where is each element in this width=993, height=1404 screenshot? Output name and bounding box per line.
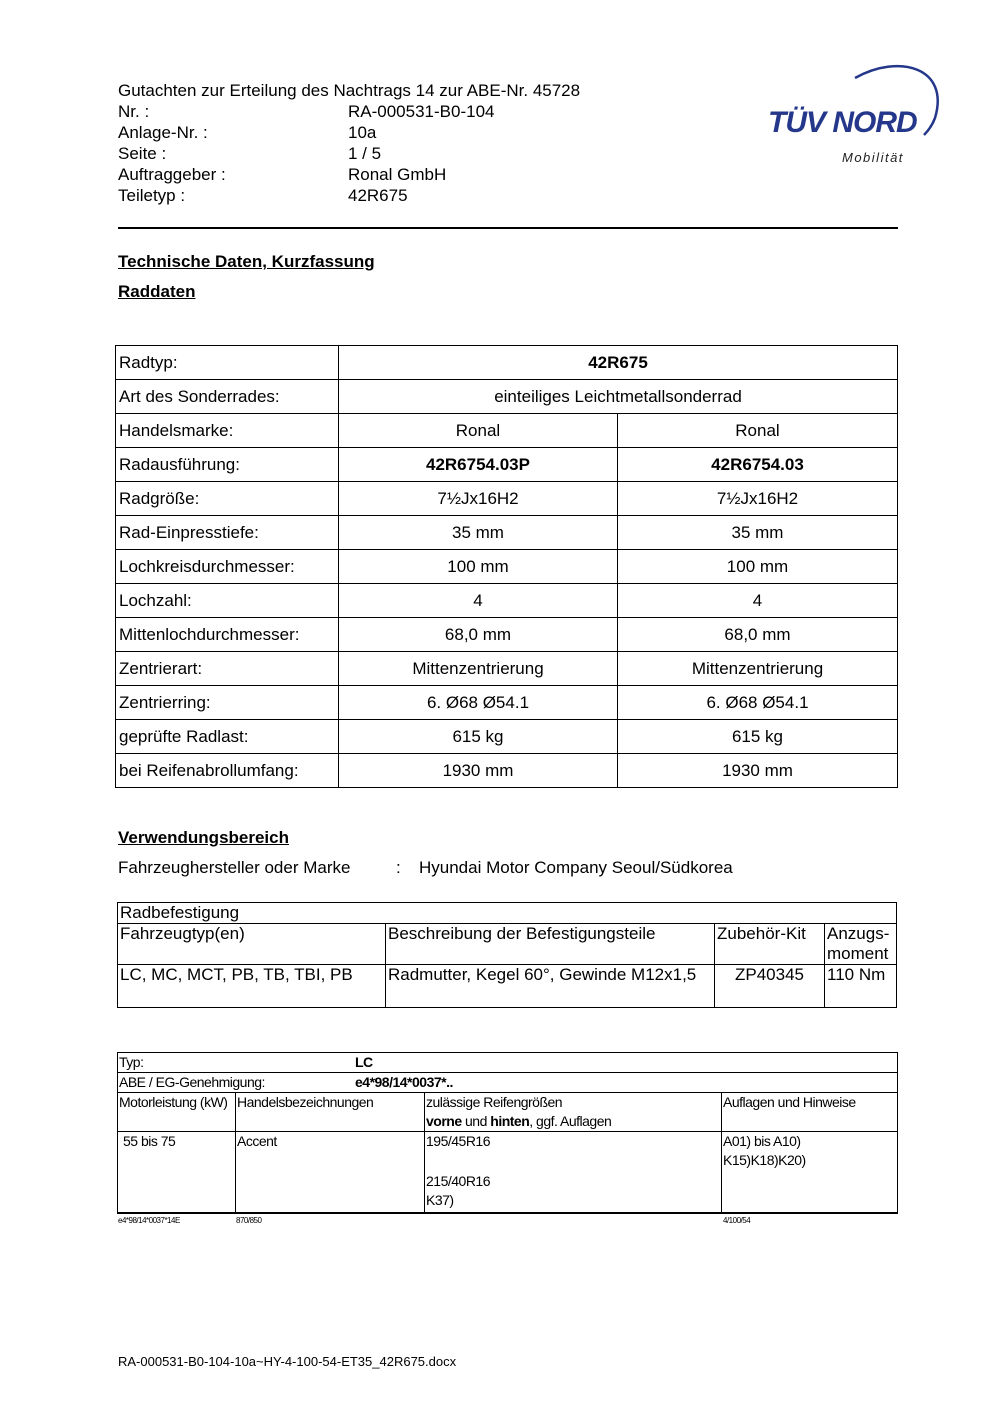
table-row — [116, 380, 898, 414]
table-cell: ZP40345 — [715, 965, 825, 1008]
vehicle-type-table — [117, 1052, 898, 1214]
cell-value: 35 mm — [339, 516, 618, 550]
cell-label: geprüfte Radlast: — [116, 720, 339, 754]
mounting-table — [117, 902, 897, 1008]
abe-value: e4*98/14*0037*.. — [355, 1074, 453, 1090]
cell-value: 68,0 mm — [339, 618, 618, 652]
cell-value: 1930 mm — [339, 754, 618, 788]
cell-label: Rad-Einpresstiefe: — [116, 516, 339, 550]
header-label: Seite : — [118, 144, 167, 163]
document-filename: RA-000531-B0-104-10a~HY-4-100-54-ET35_42R675.docx — [118, 1354, 457, 1369]
tire-size: 215/40R16 — [426, 1173, 491, 1189]
table-row — [116, 584, 898, 618]
header-value: 42R675 — [348, 186, 408, 205]
table-cell: 110 Nm — [825, 965, 897, 1008]
cell-value: 6. Ø68 Ø54.1 — [618, 686, 898, 720]
cell-label: Lochzahl: — [116, 584, 339, 618]
column-header: Handelsbezeichnungen — [236, 1093, 425, 1132]
usage-label: Fahrzeughersteller oder Marke — [118, 858, 351, 877]
cell-value: Ronal — [618, 414, 898, 448]
front-label: vorne — [426, 1113, 462, 1129]
cell-label: Radausführung: — [116, 448, 339, 482]
table-row — [118, 1053, 898, 1073]
table-cell: Radmutter, Kegel 60°, Gewinde M12x1,5 — [386, 965, 715, 1008]
logo-subtitle: Mobilität — [842, 150, 904, 165]
table-row — [116, 652, 898, 686]
cell-value: 4 — [339, 584, 618, 618]
logo-name: TÜV NORD — [768, 106, 917, 139]
column-header: Zubehör-Kit — [715, 924, 825, 965]
table-footnote: 4/100/54 — [723, 1216, 751, 1225]
tire-size: 195/45R16 — [426, 1133, 491, 1149]
mounting-title: Radbefestigung — [118, 903, 897, 924]
cell-label: Lochkreisdurchmesser: — [116, 550, 339, 584]
cell-value: 7½Jx16H2 — [339, 482, 618, 516]
header-value: RA-000531-B0-104 — [348, 102, 495, 121]
abe-label: ABE / EG-Genehmigung: — [119, 1074, 265, 1090]
tire-condition: K37) — [426, 1192, 454, 1208]
cell-value: einteiliges Leichtmetallsonderrad — [339, 380, 898, 414]
header-label: Auftraggeber : — [118, 165, 226, 184]
table-footnote: 870/850 — [236, 1216, 262, 1225]
conditions-label: , ggf. Auflagen — [529, 1113, 612, 1129]
table-row — [116, 618, 898, 652]
cell-value: Mittenzentrierung — [618, 652, 898, 686]
table-row — [116, 720, 898, 754]
cell-value: 42R675 — [339, 346, 898, 380]
heading-usage: Verwendungsbereich — [118, 828, 289, 847]
table-footnote: e4*98/14*0037*14E — [118, 1216, 180, 1225]
heading-raddaten: Raddaten — [118, 282, 196, 301]
cell-label: Zentrierring: — [116, 686, 339, 720]
cell-value: 615 kg — [618, 720, 898, 754]
cell-label: Handelsmarke: — [116, 414, 339, 448]
column-header-tires — [425, 1093, 722, 1132]
table-row — [118, 1093, 898, 1132]
cell-value: Mittenzentrierung — [339, 652, 618, 686]
column-header: Anzugs-moment — [825, 924, 897, 965]
cell-value: 100 mm — [618, 550, 898, 584]
table-cell: LC, MC, MCT, PB, TB, TBI, PB — [118, 965, 386, 1008]
typ-label: Typ: — [119, 1054, 144, 1070]
typ-value: LC — [355, 1054, 373, 1070]
column-header: Fahrzeugtyp(en) — [118, 924, 386, 965]
table-row — [118, 965, 897, 1008]
abe-row — [118, 1073, 898, 1093]
header-divider — [118, 227, 898, 229]
cell-value: 42R6754.03P — [339, 448, 618, 482]
table-row — [118, 1132, 898, 1214]
table-row — [118, 903, 897, 924]
cell-value: 6. Ø68 Ø54.1 — [339, 686, 618, 720]
cell-label: Radtyp: — [116, 346, 339, 380]
header-value: 1 / 5 — [348, 144, 382, 163]
header-label: Nr. : — [118, 102, 150, 121]
cell-value: 7½Jx16H2 — [618, 482, 898, 516]
typ-row — [118, 1053, 898, 1073]
cell-label: Zentrierart: — [116, 652, 339, 686]
table-cell: 55 bis 75 — [118, 1132, 236, 1214]
column-header: Beschreibung der Befestigungsteile — [386, 924, 715, 965]
table-row — [116, 550, 898, 584]
cell-value: 4 — [618, 584, 898, 618]
and-label: und — [461, 1113, 491, 1129]
table-row — [116, 686, 898, 720]
cell-value: 615 kg — [339, 720, 618, 754]
tech-data-table — [115, 345, 898, 788]
tires-header-line1: zulässige Reifengrößen — [426, 1094, 563, 1110]
cell-value: 35 mm — [618, 516, 898, 550]
header-label: Teiletyp : — [118, 186, 186, 205]
table-row — [116, 516, 898, 550]
document-title: Gutachten zur Erteilung des Nachtrags 14 zur ABE-Nr. 45728 — [118, 81, 581, 100]
column-header: Auflagen und Hinweise — [722, 1093, 898, 1132]
notes-cell — [722, 1132, 898, 1214]
cell-label: Art des Sonderrades: — [116, 380, 339, 414]
table-row — [118, 924, 897, 965]
note-line: A01) bis A10) — [723, 1133, 801, 1149]
table-row — [116, 754, 898, 788]
table-row — [116, 414, 898, 448]
table-row — [118, 1073, 898, 1093]
header-label: Anlage-Nr. : — [118, 123, 208, 142]
table-row — [116, 482, 898, 516]
cell-value: Ronal — [339, 414, 618, 448]
cell-label: Radgröße: — [116, 482, 339, 516]
heading-tech: Technische Daten, Kurzfassung — [118, 252, 375, 271]
column-header: Motorleistung (kW) — [118, 1093, 236, 1132]
cell-value: 68,0 mm — [618, 618, 898, 652]
header-value: 10a — [348, 123, 377, 142]
usage-separator: : — [396, 858, 401, 877]
cell-value: 1930 mm — [618, 754, 898, 788]
usage-value: Hyundai Motor Company Seoul/Südkorea — [419, 858, 733, 877]
rear-label: hinten — [490, 1113, 530, 1129]
cell-label: bei Reifenabrollumfang: — [116, 754, 339, 788]
table-cell: Accent — [236, 1132, 425, 1214]
header-value: Ronal GmbH — [348, 165, 447, 184]
table-row — [116, 448, 898, 482]
table-row — [116, 346, 898, 380]
tires-cell — [425, 1132, 722, 1214]
cell-value: 100 mm — [339, 550, 618, 584]
tires-header-line2 — [426, 1112, 720, 1131]
note-line: K15)K18)K20) — [723, 1152, 806, 1168]
tuv-nord-logo — [760, 58, 950, 173]
cell-label: Mittenlochdurchmesser: — [116, 618, 339, 652]
cell-value: 42R6754.03 — [618, 448, 898, 482]
